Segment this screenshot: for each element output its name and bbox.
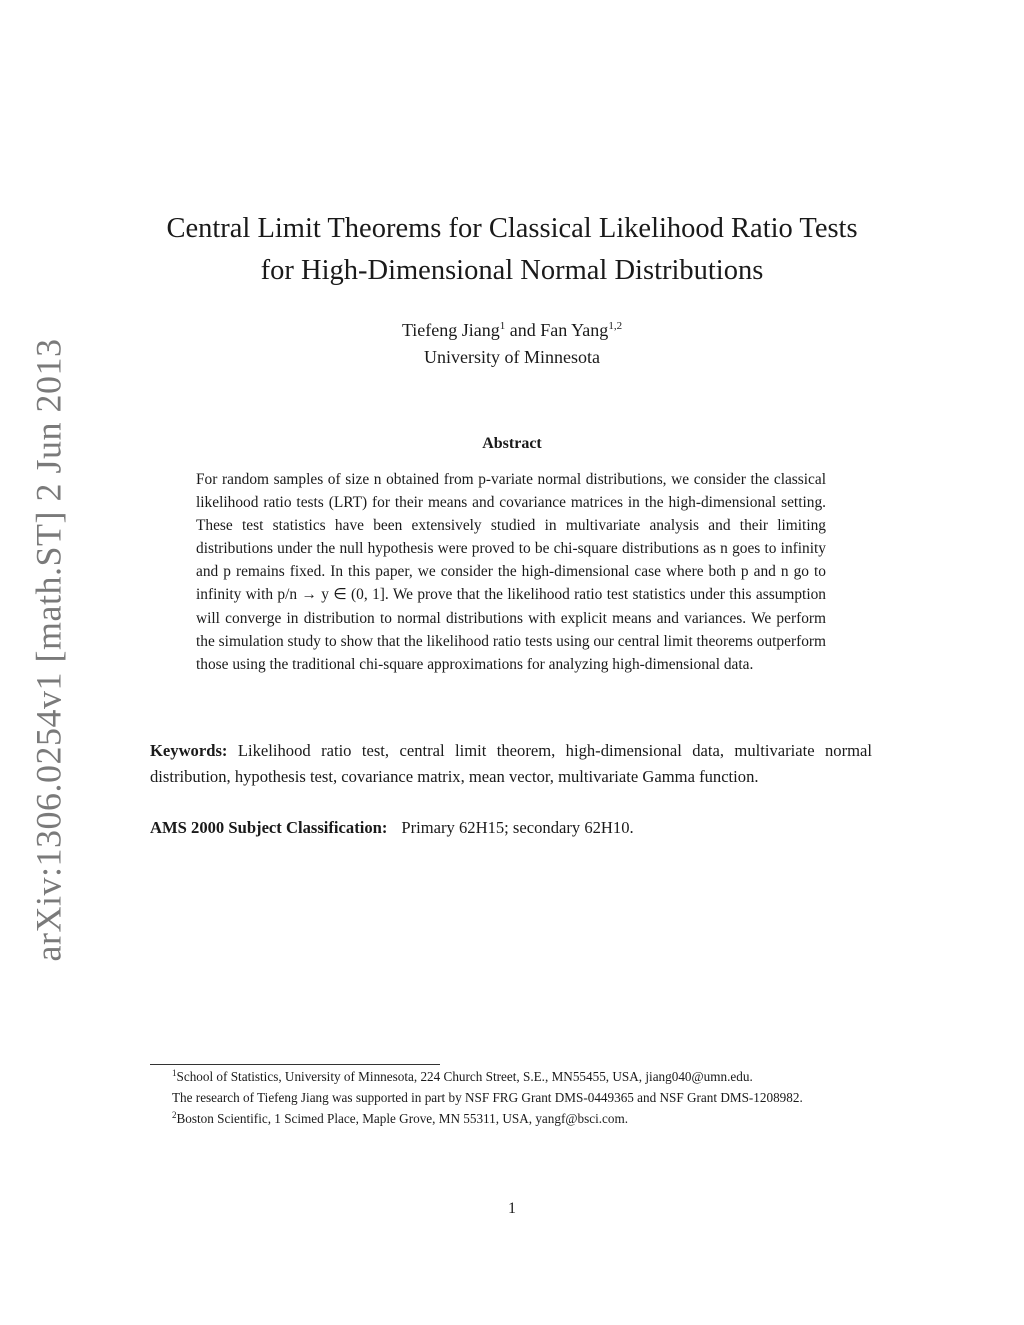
author-connector: and xyxy=(505,320,541,340)
footnote-1-mark: 1 xyxy=(172,1068,177,1078)
footnote-2-text: Boston Scientific, 1 Scimed Place, Maple Grove, MN 55311, USA, yangf@bsci.com. xyxy=(176,1111,629,1126)
paper-title xyxy=(140,208,884,292)
keywords-paragraph xyxy=(150,738,872,790)
footnote-2-mark: 2 xyxy=(172,1110,177,1120)
title-line-2: for High-Dimensional Normal Distributions xyxy=(260,255,764,286)
ams-label: AMS 2000 Subject Classification: xyxy=(150,818,388,837)
arxiv-identifier: arXiv:1306.0254v1 [math.ST] 2 Jun 2013 xyxy=(28,338,69,962)
footnote-research: The research of Tiefeng Jiang was supported in part by NSF FRG Grant DMS-0449365 and NSF Grant DMS-1208982. xyxy=(172,1090,803,1105)
author-2-footnote-mark: 1,2 xyxy=(608,320,623,332)
author-names xyxy=(140,317,884,344)
author-2: Fan Yang xyxy=(540,320,609,340)
arxiv-side-stamp xyxy=(18,338,78,962)
title-line-1: Central Limit Theorems for Classical Likelihood Ratio Tests xyxy=(166,213,858,244)
footnote-1-text: School of Statistics, University of Minnesota, 224 Church Street, S.E., MN55455, USA, jiang040@umn.edu. xyxy=(176,1069,753,1084)
author-block xyxy=(140,317,884,371)
abstract-text: For random samples of size n obtained from p-variate normal distributions, we consider the classical likelihood ratio tests (LRT) for their means and covariance matrices in the high-dimensional setting. These test statistics have been extensively studied in multivariate analysis and their limiting distributions under the null hypothesis were proved to be chi-square distributions as n goes to infinity and p remains fixed. In this paper, we consider the high-dimensional case where both p and n go to infinity with p/n → y ∈ (0, 1]. We prove that the likelihood ratio test statistics under this assumption will converge in distribution to normal distributions with explicit means and variances. We perform the simulation study to show that the likelihood ratio tests using our central limit theorems outperform those using the traditional chi-square approximations for analyzing high-dimensional data. xyxy=(196,471,826,673)
footnote-1 xyxy=(150,1066,872,1087)
author-1-footnote-mark: 1 xyxy=(499,320,506,332)
affiliation: University of Minnesota xyxy=(424,347,600,367)
author-1: Tiefeng Jiang xyxy=(401,320,500,340)
footnotes xyxy=(150,1066,872,1129)
keywords-text: Likelihood ratio test, central limit theorem, high-dimensional data, multivariate normal distribution, hypothesis test, covariance matrix, mean vector, multivariate Gamma function. xyxy=(150,741,872,786)
footnote-divider xyxy=(150,1064,440,1065)
ams-text: Primary 62H15; secondary 62H10. xyxy=(401,818,634,837)
abstract-heading: Abstract xyxy=(482,435,542,452)
ams-classification xyxy=(150,815,872,841)
keywords-label: Keywords: xyxy=(150,741,228,760)
page-number: 1 xyxy=(508,1200,516,1217)
footnote-2 xyxy=(150,1108,872,1129)
